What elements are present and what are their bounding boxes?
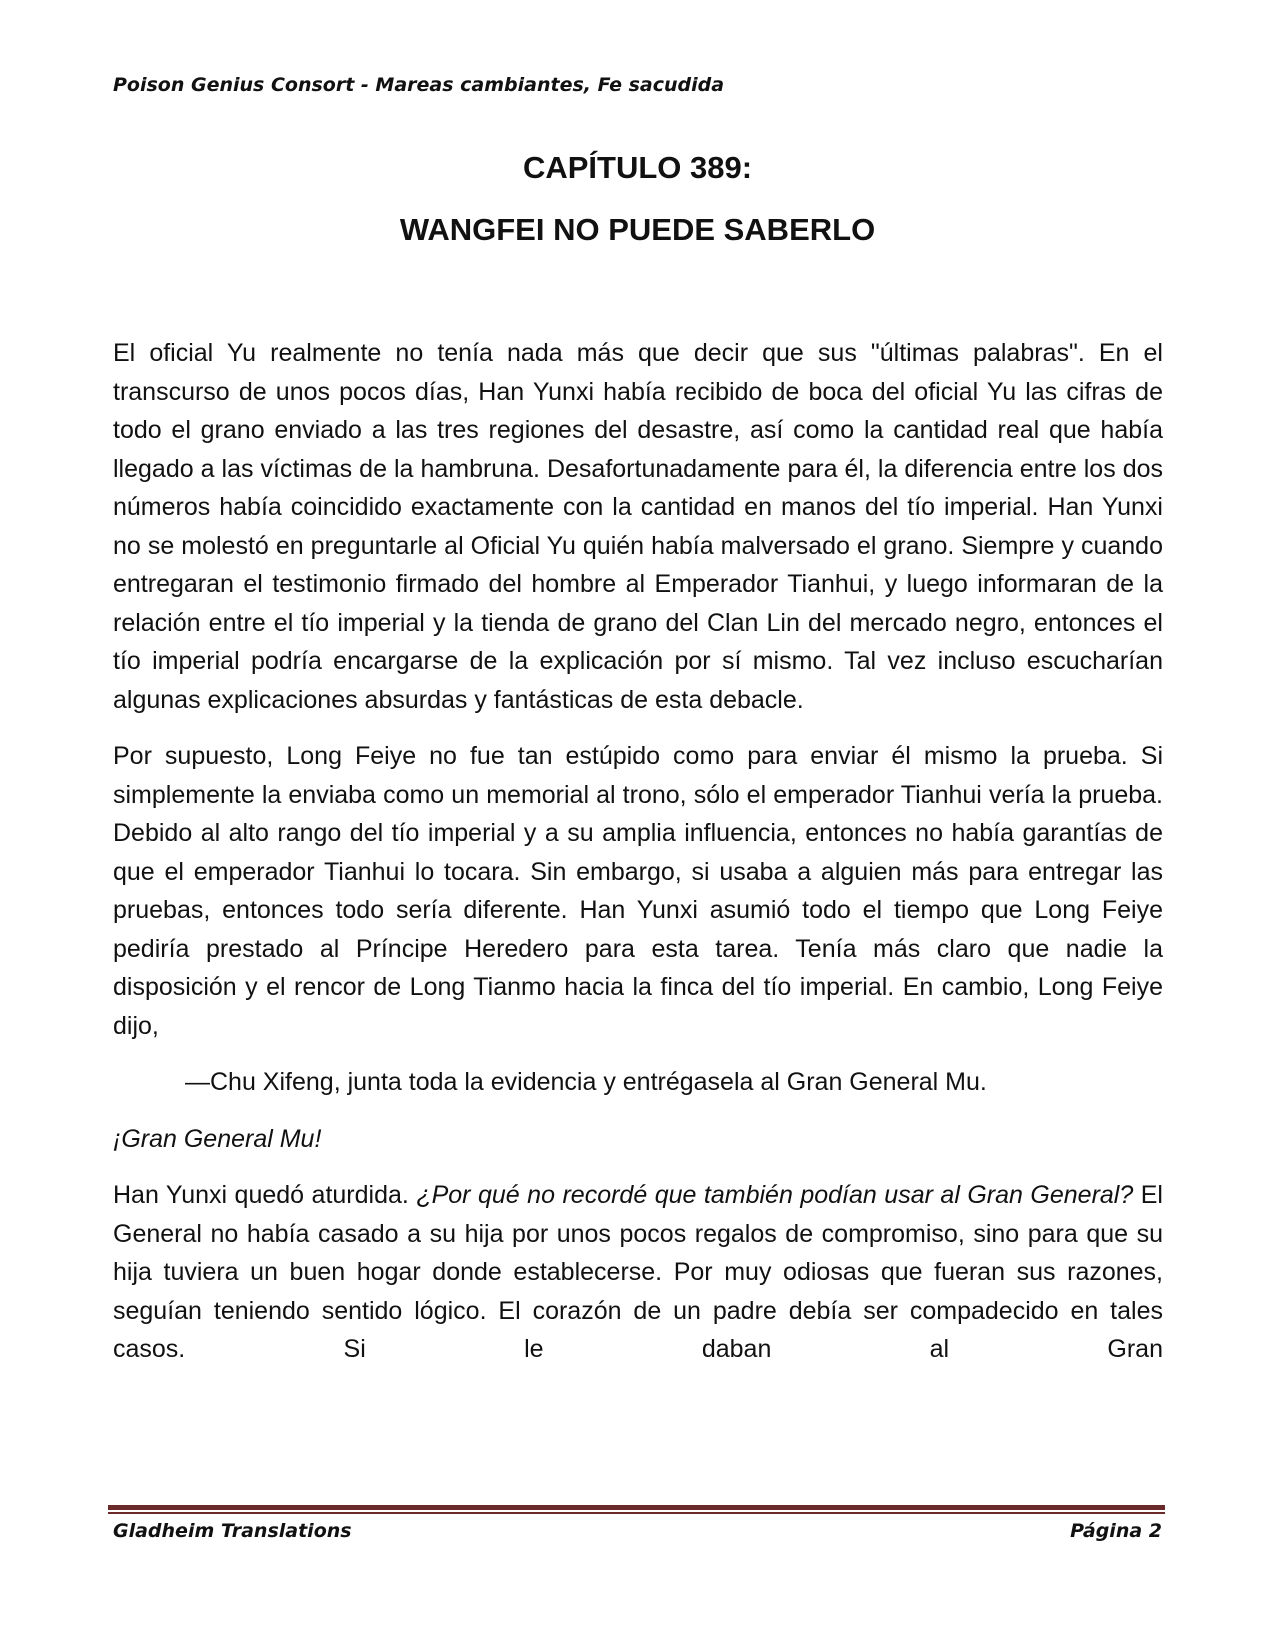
footer-divider-thin	[108, 1512, 1165, 1514]
paragraph-1: El oficial Yu realmente no tenía nada más que decir que sus "últimas palabras". En el transcurso de unos pocos días, Han Yunxi había recibido de boca del oficial Yu las cifras de todo el grano enviado a las tres regiones del desastre, así como la cantidad real que había llegado a las víctimas de la hambruna. Desafortunadamente para él, la diferencia entre los dos números había coincidido exactamente con la cantidad en manos del tío imperial. Han Yunxi no se molestó en preguntarle al Oficial Yu quién había malversado el grano. Siempre y cuando entregaran el testimonio firmado del hombre al Emperador Tianhui, y luego informaran de la relación entre el tío imperial y la tienda de grano del Clan Lin del mercado negro, entonces el tío imperial podría encargarse de la explicación por sí mismo. Tal vez incluso escucharían algunas explicaciones absurdas y fantásticas de esta debacle.	[113, 339, 1163, 714]
paragraph-5-rest: El General no había casado a su hija por unos pocos regalos de compromiso, sino para que su hija tuviera un buen hogar donde establecerse. Por muy odiosas que fueran sus razones, seguían teniendo sentido lógico. El corazón de un padre debía ser compadecido en tales casos. Si le daban al Gran	[113, 1181, 1163, 1363]
chapter-title: WANGFEI NO PUEDE SABERLO	[399, 212, 876, 247]
paragraph-2: Por supuesto, Long Feiye no fue tan estúpido como para enviar él mismo la prueba. Si simplemente la enviaba como un memorial al trono, sólo el emperador Tianhui vería la prueba. Debido al alto rango del tío imperial y a su amplia influencia, entonces no había garantías de que el emperador Tianhui lo tocara. Sin embargo, si usaba a alguien más para entregar las pruebas, entonces todo sería diferente. Han Yunxi asumió todo el tiempo que Long Feiye pediría prestado al Príncipe Heredero para esta tarea. Tenía más claro que nadie la disposición y el rencor de Long Tianmo hacia la finca del tío imperial. En cambio, Long Feiye dijo,	[113, 742, 1163, 1040]
running-header: Poison Genius Consort - Mareas cambiantes, Fe sacudida	[113, 74, 725, 96]
paragraph-5-start: Han Yunxi quedó aturdida.	[113, 1181, 417, 1209]
paragraph-dialogue: —Chu Xifeng, junta toda la evidencia y entrégasela al Gran General Mu.	[185, 1068, 987, 1096]
footer-page-number: Página 2	[1070, 1520, 1162, 1542]
chapter-heading	[0, 148, 1275, 250]
footer-publisher: Gladheim Translations	[113, 1520, 352, 1542]
footer-divider	[108, 1505, 1165, 1515]
paragraph-5	[113, 1176, 1163, 1369]
paragraph-exclamation: ¡Gran General Mu!	[113, 1124, 322, 1153]
chapter-number: CAPÍTULO 389:	[522, 150, 753, 185]
paragraph-5-thought: ¿Por qué no recordé que también podían usar al Gran General?	[416, 1181, 1134, 1209]
footer-divider-thick	[108, 1505, 1165, 1510]
chapter-body	[113, 334, 1163, 1369]
